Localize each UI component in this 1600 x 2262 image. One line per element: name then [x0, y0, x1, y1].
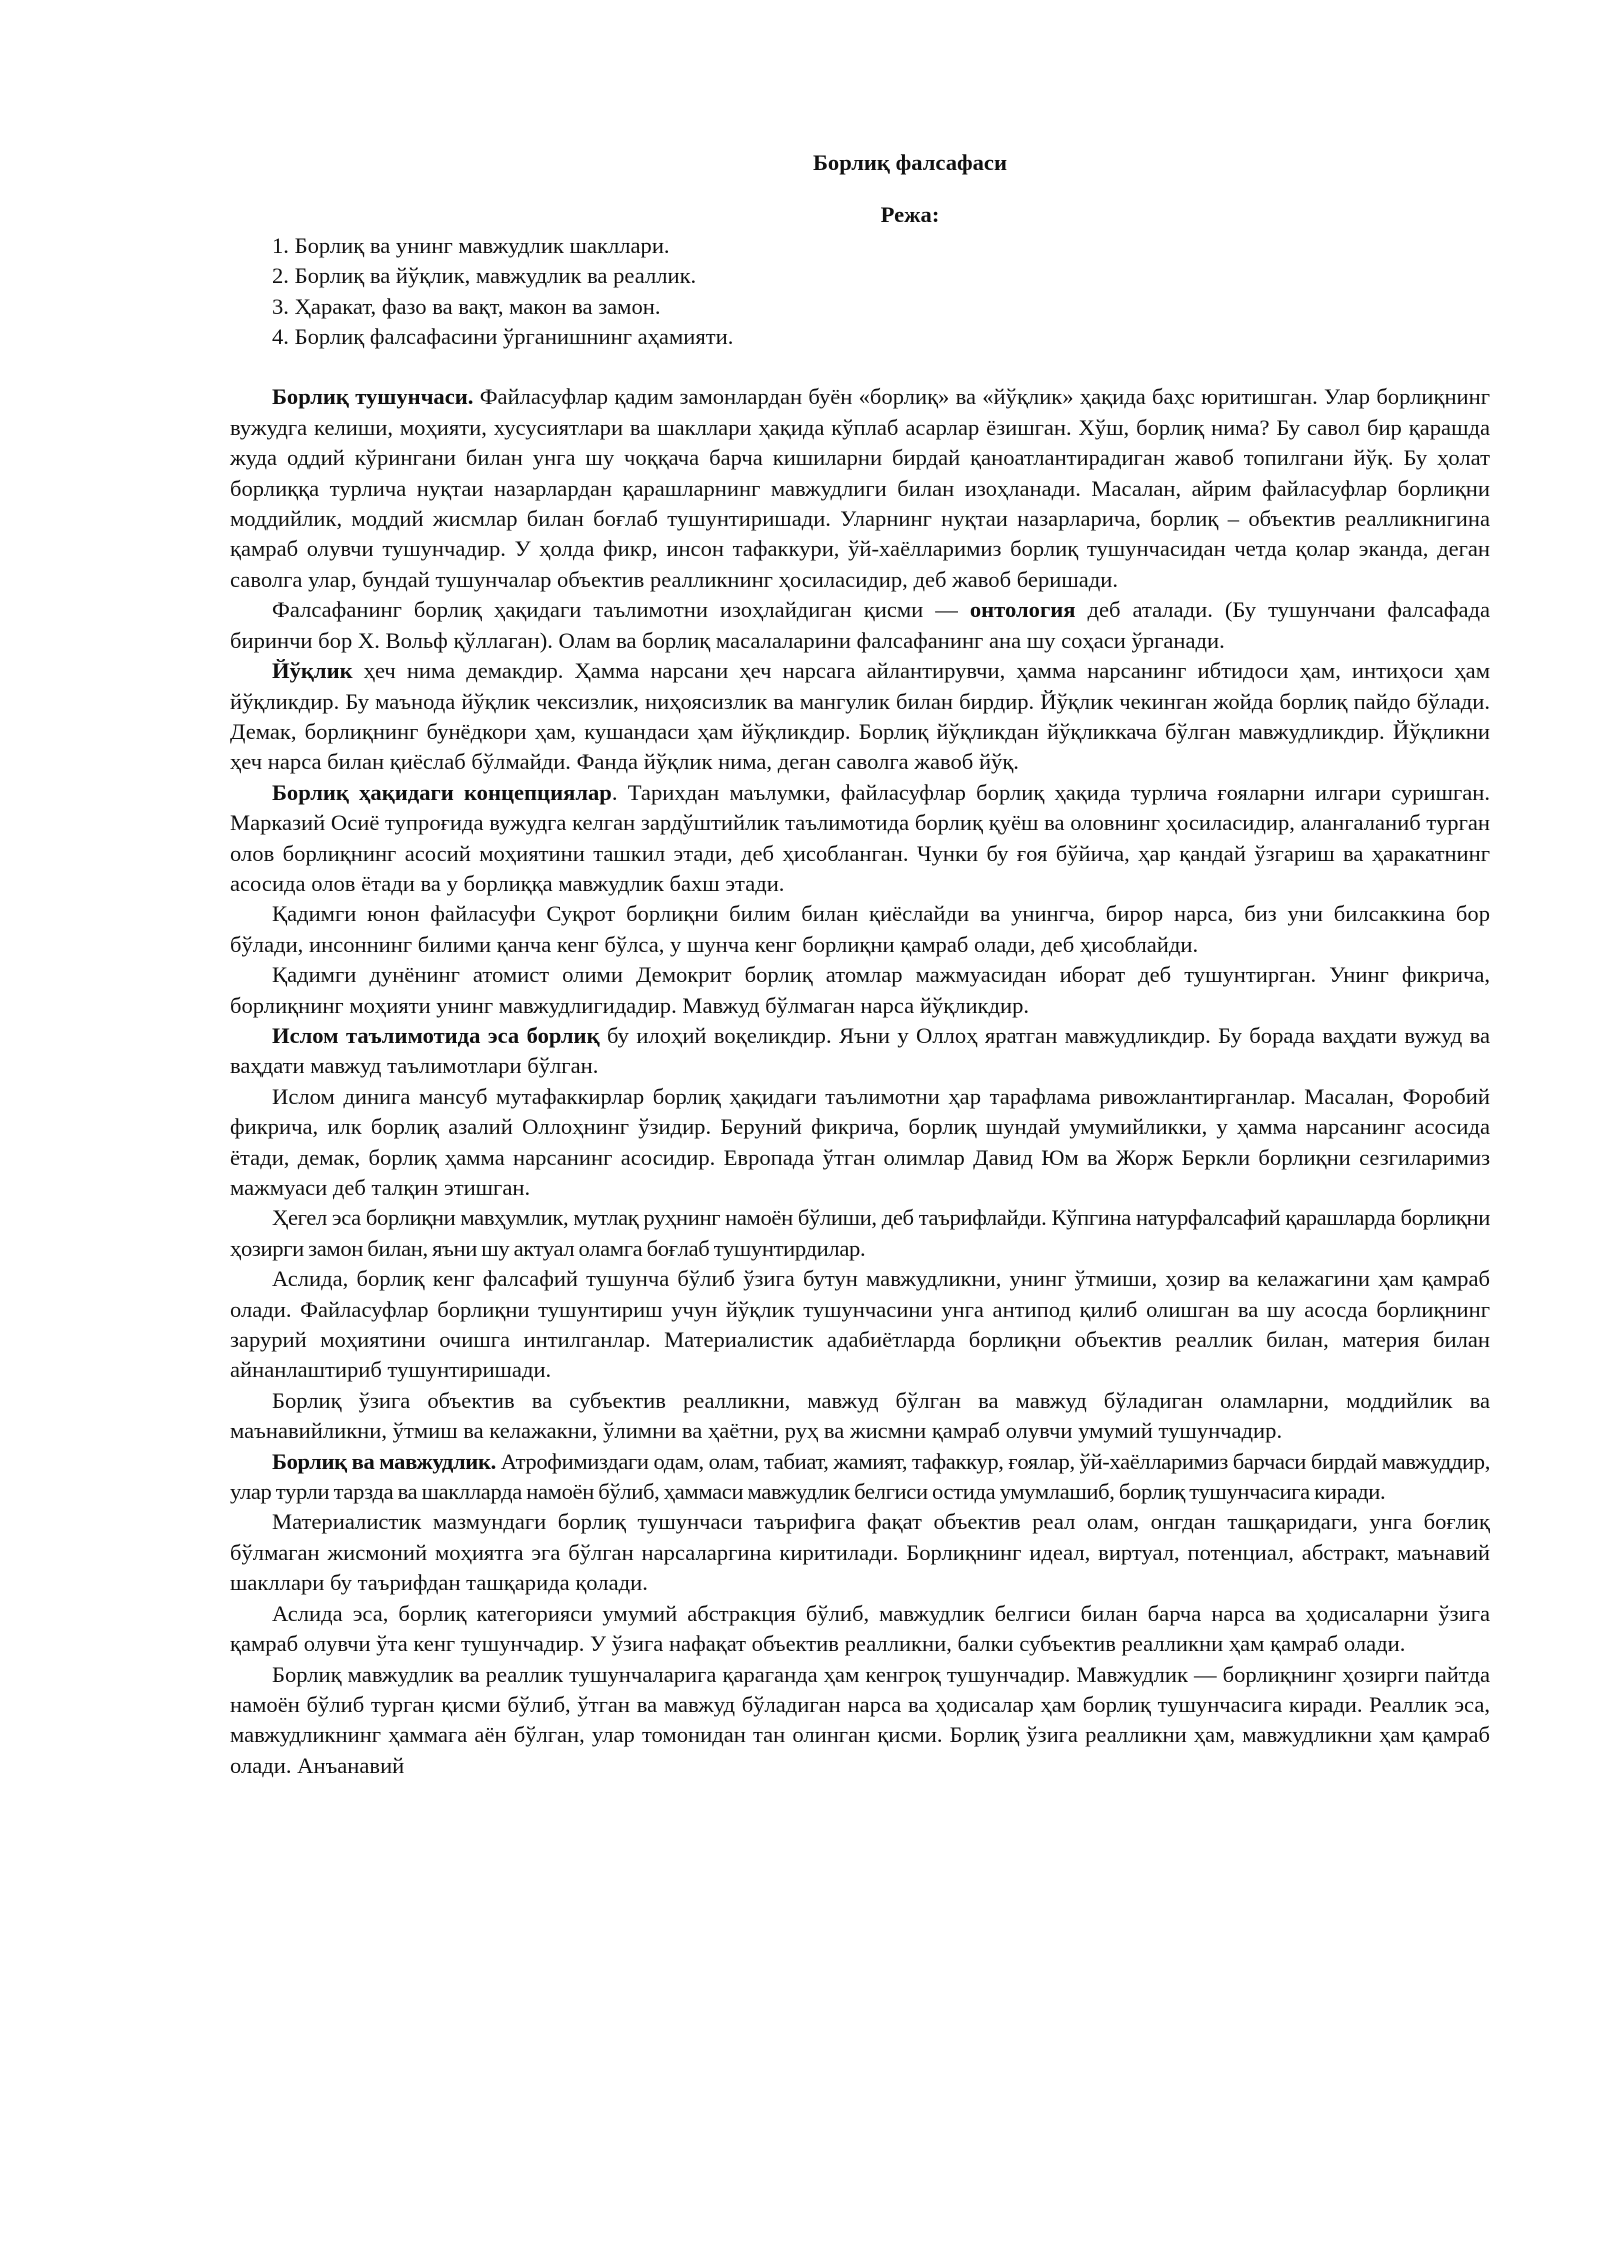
paragraph-text: бу илоҳий воқеликдир. Яъни у Оллоҳ яратган мавжудликдир. Бу борада ваҳдати вужуд ва ваҳдати мавжуд таълимотлари бўлган.	[230, 1022, 1491, 1079]
paragraph	[230, 656, 1490, 778]
body-text	[230, 382, 1490, 1781]
paragraph	[230, 1447, 1490, 1508]
paragraph-text: Фалсафанинг борлиқ ҳақидаги таълимотни изоҳлайдиган қисми —	[272, 597, 970, 623]
paragraph-text: Борлиқ ўзига объектив ва субъектив реалликни, мавжуд бўлган ва мавжуд бўладиган оламларни, моддийлик ва маънавийликни, ўтмиш ва келажакни, ўлимни ва ҳаётни, руҳ ва жисмни қамраб олувчи умумий тушунчадир.	[230, 1387, 1490, 1444]
paragraph	[230, 1507, 1490, 1598]
paragraph-text: Файласуфлар қадим замонлардан буён «борлиқ» ва «йўқлик» ҳақида баҳс юритишган. Улар борлиқнинг вужудга келиши, моҳияти, хусусиятлари ва шакллари ҳақида кўплаб асарлар ёзишган. Хўш, борлиқ нима? Бу савол бир қарашда жуда оддий кўрингани билан унга шу чоққача барча кишиларни бирдай қаноатлантирадиган жавоб топилгани йўқ. Бу ҳолат борлиққа турлича нуқтаи назарлардан қарашларнинг мавжудлиги билан изоҳланади. Масалан, айрим файласуфлар борлиқни моддийлик, моддий жисмлар билан боғлаб тушунтиришади. Уларнинг нуқтаи назарларича, борлиқ – объектив реалликнигина қамраб олувчи тушунчадир. У ҳолда фикр, инсон тафаккури, ўй-хаёлларимиз борлиқ тушунчасидан четда қолар эканда, деган саволга улар, бундай тушунчалар объектив реалликнинг ҳосиласидир, деб жавоб беришади.	[230, 384, 1490, 592]
term-highlight: онтология	[969, 597, 1076, 623]
paragraph-text: . Тарихдан маълумки, файласуфлар борлиқ ҳақида турлича ғояларни илгари суришган. Марказий Осиё тупроғида вужудга келган зардўштийлик таълимотида борлиқ қуёш ва оловнинг ҳосиласидир, алангаланиб турган олов борлиқнинг асосий моҳиятини ташкил этади, деб ҳисобланган. Чунки бу ғоя бўйича, ҳар қандай ўзгариш ва ҳаракатнинг асосида олов ётади ва у борлиққа мавжудлик бахш этади.	[230, 779, 1490, 896]
plan-item: 4. Борлиқ фалсафасини ўрганишнинг аҳамияти.	[272, 324, 734, 350]
plan-heading: Режа:	[880, 202, 940, 228]
paragraph	[230, 960, 1490, 1021]
paragraph	[230, 1082, 1490, 1204]
paragraph	[230, 382, 1490, 595]
paragraph	[230, 1599, 1490, 1660]
plan-list	[230, 231, 1490, 353]
paragraph-text: Қадимги юнон файласуфи Суқрот борлиқни билим билан қиёслайди ва унингча, бирор нарса, биз уни билсаккина бор бўлади, инсоннинг билими қанча кенг бўлса, у шунча кенг борлиқни қамраб олади, деб ҳисоблайди.	[230, 901, 1490, 957]
plan-item: 1. Борлиқ ва унинг мавжудлик шакллари.	[272, 232, 670, 258]
paragraph	[230, 1021, 1490, 1082]
paragraph-lead: Борлиқ ва мавжудлик.	[272, 1448, 496, 1474]
paragraph-text: Борлиқ мавжудлик ва реаллик тушунчаларига қараганда ҳам кенгроқ тушунчадир. Мавжудлик — борлиқнинг ҳозирги пайтда намоён бўлиб турган қисми бўлиб, ўтган ва мавжуд бўладиган нарса ва ҳодисалар ҳам борлиқ тушунчасига киради. Реаллик эса, мавжудликнинг ҳаммага аён бўлган, улар томонидан тан олинган қисми. Борлиқ ўзига реалликни ҳам, мавжудликни ҳам қамраб олади. Анъанавий	[230, 1661, 1490, 1778]
paragraph-text: Ислом динига мансуб мутафаккирлар борлиқ ҳақидаги таълимотни ҳар тарафлама ривожлантирганлар. Масалан, Форобий фикрича, илк борлиқ азалий Оллоҳнинг ўзидир. Беруний фикрича, борлиқ шундай умумийликки, у ҳамма нарсанинг асосида ётади, демак, борлиқ ҳамма нарсанинг асосидир. Европада ўтган олимлар Давид Юм ва Жорж Беркли борлиқни сезгиларимиз мажмуаси деб талқин этишган.	[230, 1083, 1490, 1200]
paragraph-text: Атрофимиздаги одам, олам, табиат, жамият, тафаккур, ғоялар, ўй-хаёлларимиз барчаси бирдай мавжуддир, улар турли тарзда ва шаклларда намоён бўлиб, ҳаммаси мавжудлик белгиси остида умумлашиб, борлиқ тушунчасига киради.	[230, 1448, 1490, 1505]
paragraph	[230, 1386, 1490, 1447]
plan-item: 2. Борлиқ ва йўқлик, мавжудлик ва реаллик.	[272, 263, 697, 289]
document-page	[230, 148, 1490, 1781]
paragraph	[230, 899, 1490, 960]
paragraph-text: Қадимги дунёнинг атомист олими Демокрит борлиқ атомлар мажмуасидан иборат деб тушунтирган. Унинг фикрича, борлиқнинг моҳияти унинг мавжудлигидадир. Мавжуд бўлмаган нарса йўқликдир.	[230, 962, 1490, 1018]
paragraph-text: Аслида эса, борлиқ категорияси умумий абстракция бўлиб, мавжудлик белгиси билан барча нарса ва ҳодисаларни ўзига қамраб олувчи ўта кенг тушунчадир. У ўзига нафақат объектив реалликни, балки субъектив реалликни ҳам қамраб олади.	[230, 1600, 1490, 1657]
paragraph-lead: Борлиқ тушунчаси.	[272, 384, 474, 410]
paragraph-text: Аслида, борлиқ кенг фалсафий тушунча бўлиб ўзига бутун мавжудликни, унинг ўтмиши, ҳозир ва келажагини ҳам қамраб олади. Файласуфлар борлиқни тушунтириш учун йўқлик тушунчасини унга антипод қилиб олишган ва шу асосда борлиқнинг зарурий моҳиятини очишга интилганлар. Материалистик адабиётларда борлиқни объектив реаллик билан, материя билан айнанлаштириб тушунтиришади.	[230, 1266, 1490, 1383]
paragraph	[230, 1264, 1490, 1386]
paragraph-text: Ҳегел эса борлиқни мавҳумлик, мутлақ руҳнинг намоён бўлиши, деб таърифлайди. Кўпгина натурфалсафий қарашларда борлиқни ҳозирги замон билан, яъни шу актуал оламга боғлаб тушунтирдилар.	[230, 1205, 1490, 1261]
paragraph	[230, 595, 1490, 656]
paragraph-lead: Ислом таълимотида эса борлиқ	[272, 1022, 600, 1048]
paragraph	[230, 1660, 1490, 1782]
paragraph-lead: Йўқлик	[272, 658, 353, 684]
paragraph-text: Материалистик мазмундаги борлиқ тушунчаси таърифига фақат объектив реал олам, онгдан ташқаридаги, унга боғлиқ бўлмаган жисмоний моҳиятга эга бўлган нарсаларгина киритилади. Борлиқнинг идеал, виртуал, потенциал, абстракт, маънавий шакллари бу таърифдан ташқарида қолади.	[230, 1509, 1490, 1596]
document-title: Борлиқ фалсафаси	[813, 150, 1007, 175]
paragraph-text: ҳеч нима демакдир. Ҳамма нарсани ҳеч нарсага айлантирувчи, ҳамма нарсанинг ибтидоси ҳам, интиҳоси ҳам йўқликдир. Бу маънода йўқлик чексизлик, ниҳоясизлик ва мангулик билан бирдир. Йўқлик чекинган жойда борлиқ пайдо бўлади. Демак, борлиқнинг бунёдкори ҳам, кушандаси ҳам йўқликдир. Борлиқ йўқликдан йўқликкача бўлган мавжудликдир. Йўқликни ҳеч нарса билан қиёслаб бўлмайди. Фанда йўқлик нима, деган саволга жавоб йўқ.	[230, 658, 1490, 775]
plan-item: 3. Ҳаракат, фазо ва вақт, макон ва замон.	[272, 293, 661, 319]
paragraph	[230, 778, 1490, 900]
paragraph	[230, 1203, 1490, 1264]
paragraph-text: деб аталади. (Бу тушунчани фалсафада биринчи бор Х. Вольф қўллаган). Олам ва борлиқ масалаларини фалсафанинг ана шу соҳаси ўрганади.	[230, 597, 1490, 653]
paragraph-lead: Борлиқ ҳақидаги концепциялар	[272, 779, 612, 805]
